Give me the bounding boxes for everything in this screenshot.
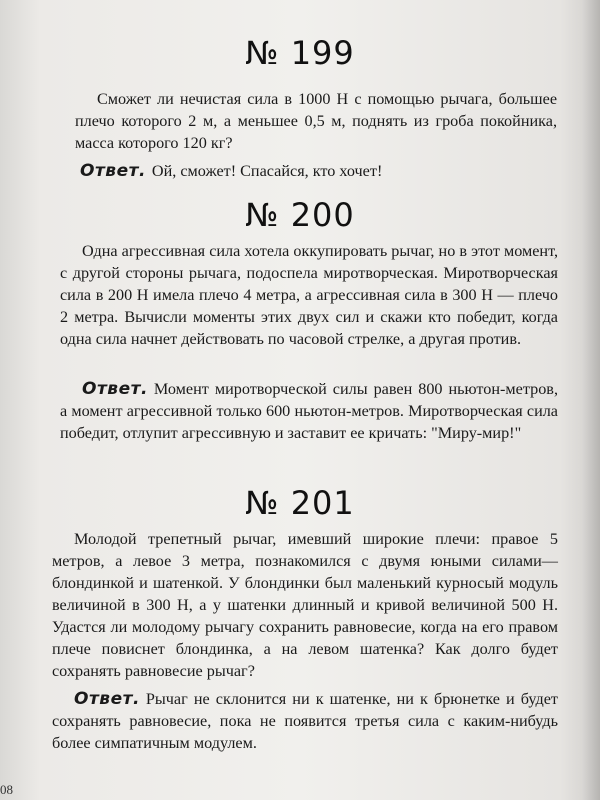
problem-201-answer bbox=[52, 688, 558, 754]
answer-text: Момент миротворческой силы равен 800 ньютон-метров, а момент агрессивной только 600 ньютон-метров. Миротворческая сила победит, отлупит агрессивную и заставит ее кричать: "Миру-мир!" bbox=[60, 380, 558, 442]
page-number: 08 bbox=[0, 782, 13, 797]
problem-199-number: № 199 bbox=[245, 34, 355, 72]
problem-200-question: Одна агрессивная сила хотела оккупировать рычаг, но в этот момент, с другой стороны рычага, подоспела миротворческая. Миротворческая сила в 200 Н имела плечо 4 метра, а агрессивная сила в 300 Н — плечо 2 метра. Вычисли моменты этих двух сил и скажи кто победит, когда одна сила начнет действовать по часовой стрелке, а другая против. bbox=[60, 242, 558, 348]
answer-text: Ой, сможет! Спасайся, кто хочет! bbox=[151, 162, 383, 180]
answer-label: Ответ. bbox=[80, 161, 146, 181]
problem-201-number: № 201 bbox=[245, 484, 355, 522]
problem-200-answer bbox=[60, 378, 558, 444]
answer-label: Ответ. bbox=[82, 379, 148, 399]
problem-200-number: № 200 bbox=[245, 196, 355, 234]
answer-label: Ответ. bbox=[74, 689, 140, 709]
problem-201-question: Молодой трепетный рычаг, имевший широкие плечи: правое 5 метров, а левое 3 метра, познакомился с двумя юными силами— блондинкой и шатенкой. У блондинки был маленький курносый модуль величиной в 300 Н, а у шатенки длинный и кривой величиной 500 Н. Удастся ли молодому рычагу сохранить равновесие, когда на его правом плече повиснет блондинка, а на левом шатенка? Как долго будет сохранять равновесие рычаг? bbox=[52, 530, 558, 680]
problem-199-answer bbox=[80, 160, 560, 182]
answer-text: Рычаг не склонится ни к шатенке, ни к брюнетке и будет сохранять равновесие, пока не появится третья сила с каким-нибудь более симпатичным модулем. bbox=[52, 690, 558, 752]
problem-199-question: Сможет ли нечистая сила в 1000 Н с помощью рычага, большее плечо которого 2 м, а меньшее 0,5 м, поднять из гроба покойника, масса которого 120 кг? bbox=[75, 90, 557, 152]
page-gutter-shadow bbox=[582, 0, 600, 800]
